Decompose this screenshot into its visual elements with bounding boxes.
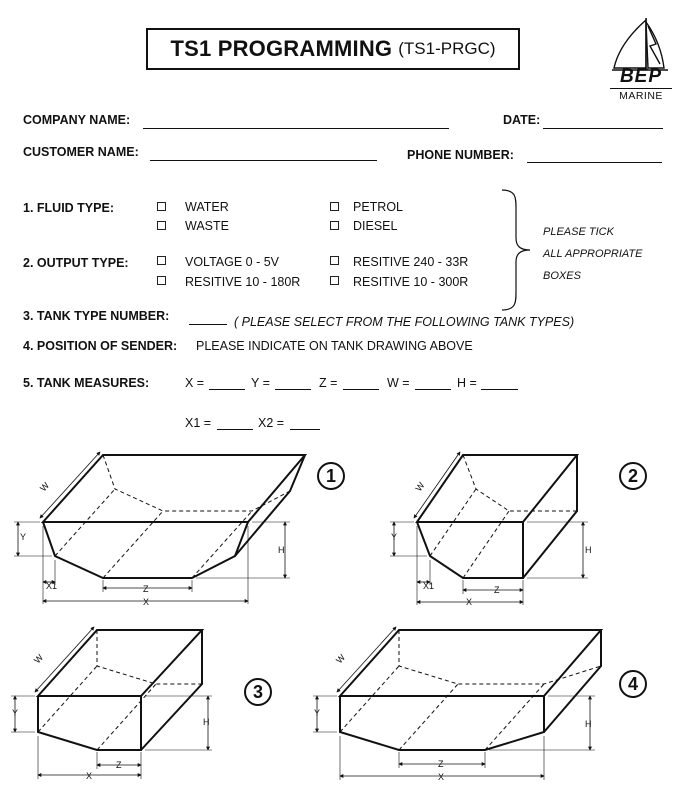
measure-w-field[interactable] — [415, 389, 451, 390]
company-name-field[interactable] — [143, 128, 449, 129]
measure-x1-field[interactable] — [217, 429, 253, 430]
phone-number-label: PHONE NUMBER: — [407, 148, 514, 162]
tank-1-x1-label: X1 — [46, 581, 58, 591]
tank-4-drawing[interactable] — [313, 627, 601, 780]
petrol-option-label: PETROL — [353, 200, 404, 214]
tank-3-y-label: Y — [12, 708, 19, 718]
resistive-10-180-checkbox[interactable] — [157, 276, 166, 285]
resistive-240-33-label: RESITIVE 240 - 33R — [353, 255, 469, 269]
measure-x-label: X = — [185, 376, 205, 390]
tank-type-label: 3. TANK TYPE NUMBER: — [23, 309, 170, 323]
form-title-box — [146, 28, 520, 70]
date-label: DATE: — [503, 113, 541, 127]
customer-name-label: CUSTOMER NAME: — [23, 145, 139, 159]
measure-y-field[interactable] — [275, 389, 311, 390]
voltage-checkbox[interactable] — [157, 256, 166, 265]
tank-4-y-label: Y — [314, 708, 321, 718]
tank-1-z-label: Z — [143, 584, 149, 594]
measure-x1-label: X1 = — [185, 416, 212, 430]
tank-2-w-label: W — [413, 480, 427, 494]
tank-2-drawing[interactable] — [390, 452, 588, 605]
measure-h-label: H = — [457, 376, 477, 390]
phone-number-field[interactable] — [527, 162, 662, 163]
tick-note — [543, 221, 642, 287]
resistive-10-300-checkbox[interactable] — [330, 276, 339, 285]
tank-4-w-label: W — [334, 652, 348, 666]
measure-x2-label: X2 = — [258, 416, 285, 430]
measure-x2-field[interactable] — [290, 429, 320, 430]
customer-name-field[interactable] — [150, 160, 377, 161]
position-sender-label: 4. POSITION OF SENDER: — [23, 339, 178, 353]
company-name-label: COMPANY NAME: — [23, 113, 131, 127]
tick-note-line-2: ALL APPROPRIATE — [543, 248, 643, 260]
diesel-option-label: DIESEL — [353, 219, 398, 233]
tank-3-x-label: X — [86, 771, 93, 781]
measure-h-field[interactable] — [481, 389, 518, 390]
tank-1-h-label: H — [278, 545, 285, 555]
tank-3-w-label: W — [32, 652, 46, 666]
measure-z-field[interactable] — [343, 389, 379, 390]
measure-y-label: Y = — [251, 376, 270, 390]
resistive-240-33-checkbox[interactable] — [330, 256, 339, 265]
measure-x-field[interactable] — [209, 389, 245, 390]
petrol-checkbox[interactable] — [330, 202, 339, 211]
waste-checkbox[interactable] — [157, 221, 166, 230]
tank-type-field[interactable] — [189, 324, 227, 325]
tank-1-number: 1 — [317, 462, 345, 490]
tick-note-line-3: BOXES — [543, 270, 581, 282]
fluid-type-label: 1. FLUID TYPE: — [23, 201, 114, 215]
diesel-checkbox[interactable] — [330, 221, 339, 230]
tank-2-x1-label: X1 — [423, 581, 435, 591]
brace-icon — [498, 188, 538, 312]
tank-3-h-label: H — [203, 717, 210, 727]
voltage-option-label: VOLTAGE 0 - 5V — [185, 255, 280, 269]
tank-2-number: 2 — [619, 462, 647, 490]
resistive-10-300-label: RESITIVE 10 - 300R — [353, 275, 469, 289]
form-title: TS1 PROGRAMMING — [170, 36, 393, 61]
measure-w-label: W = — [387, 376, 410, 390]
tank-4-number: 4 — [619, 670, 647, 698]
tank-1-w-label: W — [38, 480, 52, 494]
tick-note-line-1: PLEASE TICK — [543, 226, 614, 238]
tank-3-number: 3 — [244, 678, 272, 706]
tank-type-hint: ( PLEASE SELECT FROM THE FOLLOWING TANK TYPES) — [234, 315, 575, 329]
waste-option-label: WASTE — [185, 219, 229, 233]
tank-drawings — [0, 440, 683, 790]
resistive-10-180-label: RESITIVE 10 - 180R — [185, 275, 301, 289]
tank-4-z-label: Z — [438, 759, 444, 769]
bep-marine-logo — [606, 14, 674, 102]
tank-4-x-label: X — [438, 772, 445, 782]
form-code: (TS1-PRGC) — [398, 39, 496, 58]
tank-2-x-label: X — [466, 597, 473, 607]
tank-1-drawing[interactable] — [14, 452, 305, 604]
position-sender-text: PLEASE INDICATE ON TANK DRAWING ABOVE — [196, 339, 473, 353]
tank-1-y-label: Y — [20, 532, 27, 542]
water-checkbox[interactable] — [157, 202, 166, 211]
tank-4-h-label: H — [585, 719, 592, 729]
tank-measures-label: 5. TANK MEASURES: — [23, 376, 150, 390]
date-field[interactable] — [543, 128, 663, 129]
measure-z-label: Z = — [319, 376, 338, 390]
water-option-label: WATER — [185, 200, 229, 214]
tank-2-z-label: Z — [494, 585, 500, 595]
tank-2-y-label: Y — [391, 532, 398, 542]
tank-3-drawing[interactable] — [11, 627, 212, 779]
tank-1-x-label: X — [143, 597, 150, 607]
tank-2-h-label: H — [585, 545, 592, 555]
output-type-label: 2. OUTPUT TYPE: — [23, 256, 129, 270]
tank-3-z-label: Z — [116, 760, 122, 770]
logo-marine-text: MARINE — [610, 88, 672, 102]
logo-bep-text: BEP — [619, 66, 663, 87]
